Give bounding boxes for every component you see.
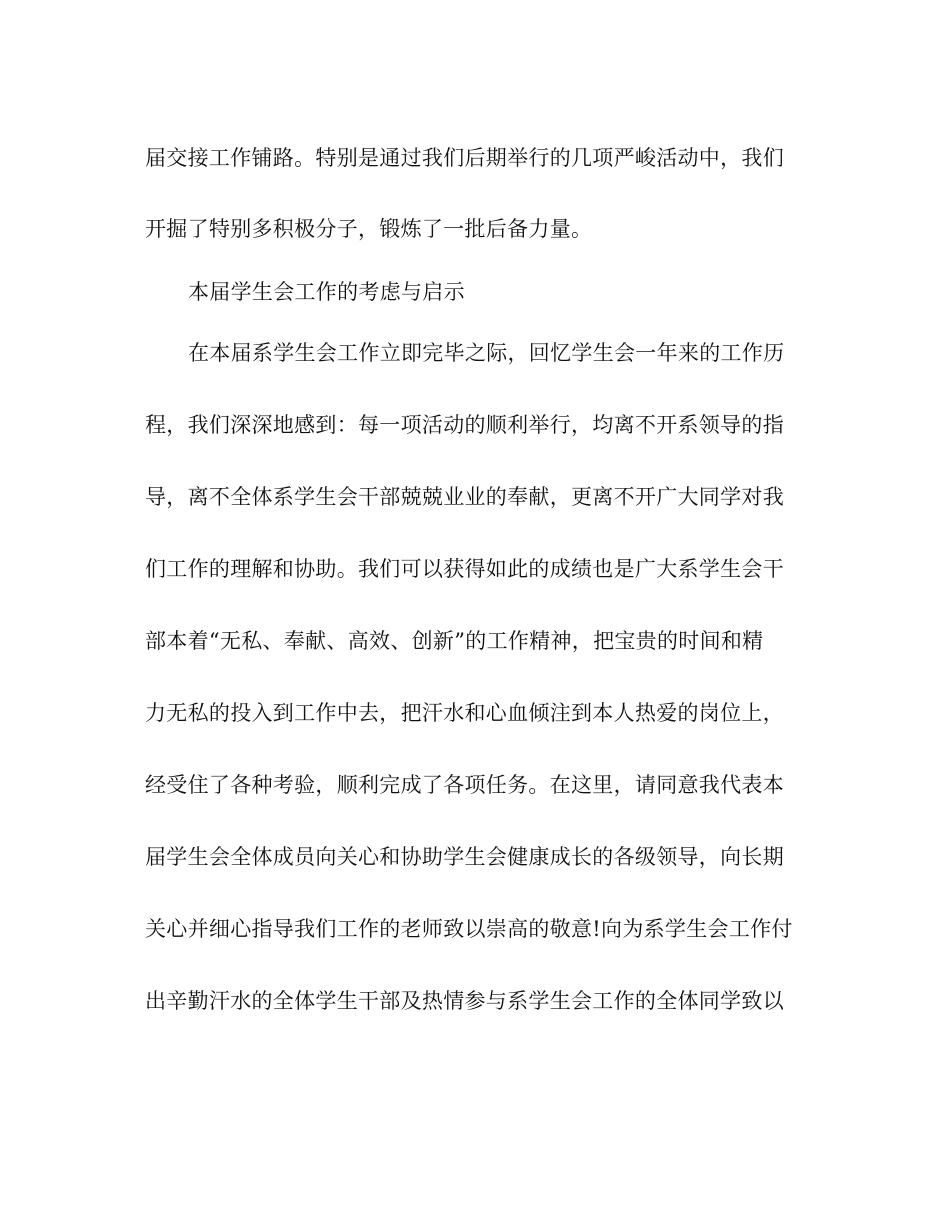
paragraph-line: 开掘了特别多积极分子，锻炼了一批后备力量。 <box>145 217 593 241</box>
paragraph-line: 经受住了各种考验，顺利完成了各项任务。在这里，请同意我代表本 <box>145 773 784 797</box>
paragraph-line: 届学生会全体成员向关心和协助学生会健康成长的各级领导，向长期 <box>145 845 784 869</box>
paragraph-line: 部本着“无私、奉献、高效、创新”的工作精神，把宝贵的时间和精 <box>145 629 764 653</box>
paragraph-line: 在本届系学生会工作立即完毕之际，回忆学生会一年来的工作历 <box>188 341 785 365</box>
paragraph-line: 力无私的投入到工作中去，把汗水和心血倾注到本人热爱的岗位上， <box>145 701 784 725</box>
paragraph-line: 们工作的理解和协助。我们可以获得如此的成绩也是广大系学生会干 <box>145 557 784 581</box>
paragraph-line: 出辛勤汗水的全体学生干部及热情参与系学生会工作的全体同学致以 <box>145 989 784 1013</box>
paragraph-line: 关心并细心指导我们工作的老师致以崇高的敬意!向为系学生会工作付 <box>145 917 793 941</box>
section-heading: 本届学生会工作的考虑与启示 <box>188 280 465 304</box>
paragraph-line: 导，离不全体系学生会干部兢兢业业的奉献，更离不开广大同学对我 <box>145 485 784 509</box>
paragraph-line: 届交接工作铺路。特别是通过我们后期举行的几项严峻活动中，我们 <box>145 146 784 170</box>
paragraph-line: 程，我们深深地感到：每一项活动的顺利举行，均离不开系领导的指 <box>145 413 784 437</box>
